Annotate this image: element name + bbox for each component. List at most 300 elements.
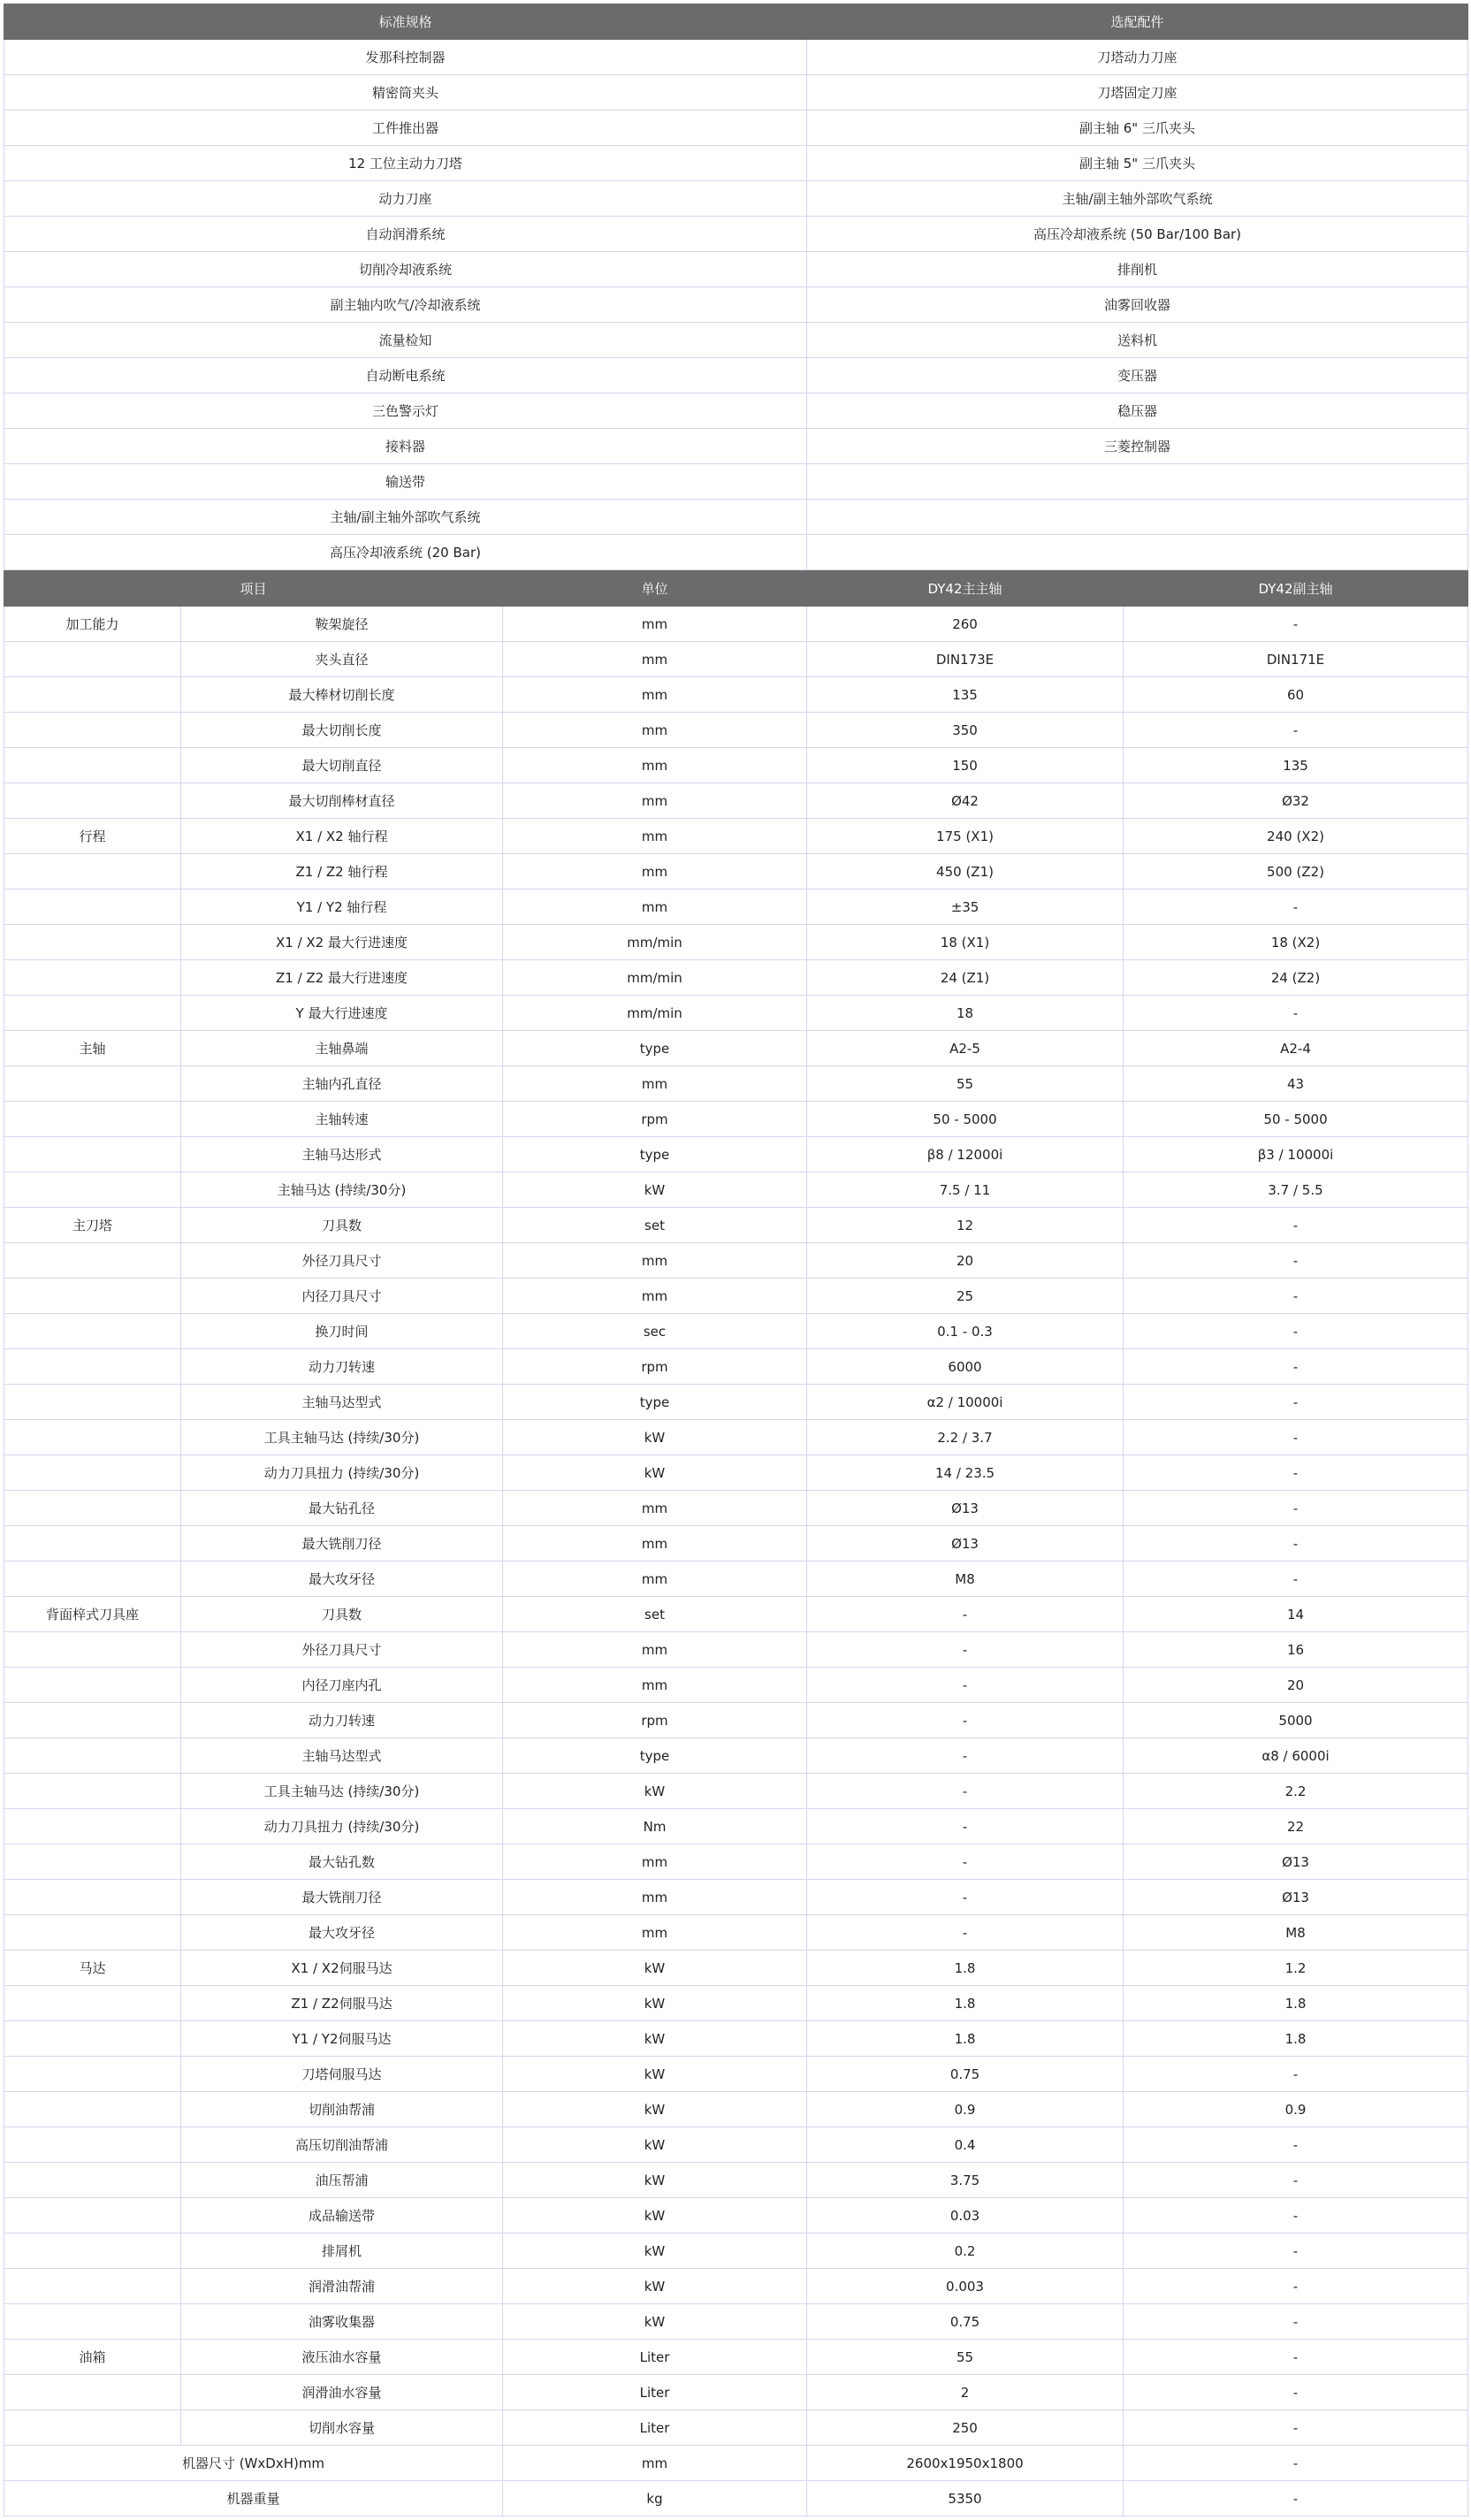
sub-spindle-value: 5000 (1124, 1703, 1468, 1738)
main-spindle-value: 150 (807, 748, 1124, 783)
item-cell: 动力刀具扭力 (持续/30分) (181, 1809, 503, 1844)
main-spindle-value: - (807, 1703, 1124, 1738)
main-spindle-value: 25 (807, 1279, 1124, 1314)
item-cell: 主轴马达形式 (181, 1137, 503, 1172)
main-spindle-value: Ø13 (807, 1491, 1124, 1526)
standard-item: 三色警示灯 (4, 393, 807, 429)
main-spindle-value: 260 (807, 607, 1124, 642)
item-cell: 最大攻牙径 (181, 1915, 503, 1951)
category-cell (4, 1562, 181, 1597)
table-row (4, 1526, 1468, 1562)
category-cell (4, 1809, 181, 1844)
item-cell: 最大切削长度 (181, 713, 503, 748)
table-row (4, 2021, 1468, 2057)
table-row (4, 996, 1468, 1031)
item-cell: Z1 / Z2 轴行程 (181, 854, 503, 890)
category-cell (4, 1738, 181, 1774)
main-spindle-value: 18 (807, 996, 1124, 1031)
category-cell (4, 1880, 181, 1915)
category-cell (4, 1703, 181, 1738)
category-cell (4, 1137, 181, 1172)
unit-cell: mm (503, 1844, 807, 1880)
item-cell: 外径刀具尺寸 (181, 1243, 503, 1279)
main-spindle-value: 175 (X1) (807, 819, 1124, 854)
standard-item: 接料器 (4, 429, 807, 464)
sub-spindle-value: 60 (1124, 677, 1468, 713)
unit-cell: kW (503, 1455, 807, 1491)
main-spindle-value: 0.75 (807, 2057, 1124, 2092)
category-cell: 行程 (4, 819, 181, 854)
category-cell (4, 1455, 181, 1491)
table-row (4, 217, 1468, 252)
sub-spindle-value: Ø13 (1124, 1844, 1468, 1880)
unit-cell: kW (503, 2163, 807, 2198)
item-cell: 工具主轴马达 (持续/30分) (181, 1774, 503, 1809)
optional-accessories-header: 选配配件 (807, 4, 1468, 40)
table-row (4, 1809, 1468, 1844)
item-cell: 主轴马达型式 (181, 1738, 503, 1774)
category-cell (4, 2375, 181, 2410)
table-row (4, 358, 1468, 393)
standard-options-table (4, 4, 1468, 570)
unit-cell: Liter (503, 2375, 807, 2410)
unit-cell: kW (503, 1986, 807, 2021)
table-row (4, 2446, 1468, 2481)
main-spindle-value: - (807, 1915, 1124, 1951)
sub-spindle-value: A2-4 (1124, 1031, 1468, 1066)
optional-item: 主轴/副主轴外部吹气系统 (807, 181, 1468, 217)
sub-spindle-value: 500 (Z2) (1124, 854, 1468, 890)
item-cell: Y1 / Y2 轴行程 (181, 890, 503, 925)
optional-item (807, 535, 1468, 570)
category-cell (4, 677, 181, 713)
sub-spindle-value: 43 (1124, 1066, 1468, 1102)
item-cell: 鞍架旋径 (181, 607, 503, 642)
sub-spindle-value: 14 (1124, 1597, 1468, 1632)
sub-spindle-value: 50 - 5000 (1124, 1102, 1468, 1137)
main-spindle-value: - (807, 1738, 1124, 1774)
item-cell: 刀具数 (181, 1208, 503, 1243)
main-spindle-value: 350 (807, 713, 1124, 748)
table-row (4, 1314, 1468, 1349)
standard-item: 高压冷却液系统 (20 Bar) (4, 535, 807, 570)
item-cell: 内径刀座内孔 (181, 1668, 503, 1703)
category-cell (4, 1915, 181, 1951)
category-cell (4, 854, 181, 890)
unit-cell: mm (503, 677, 807, 713)
sub-spindle-value: 22 (1124, 1809, 1468, 1844)
table-row (4, 642, 1468, 677)
unit-cell: kW (503, 1172, 807, 1208)
unit-cell: kW (503, 2269, 807, 2304)
main-spindle-value: 0.4 (807, 2127, 1124, 2163)
category-cell (4, 2198, 181, 2234)
item-cell: 机器尺寸 (WxDxH)mm (4, 2446, 503, 2481)
main-spindle-value: 450 (Z1) (807, 854, 1124, 890)
table-row (4, 1738, 1468, 1774)
table-row (4, 890, 1468, 925)
unit-cell: kW (503, 1420, 807, 1455)
standard-item: 自动断电系统 (4, 358, 807, 393)
sub-spindle-value: Ø13 (1124, 1880, 1468, 1915)
table-row (4, 1102, 1468, 1137)
sub-spindle-value: - (1124, 2234, 1468, 2269)
spec-document (4, 4, 1467, 2516)
item-cell: 动力刀具扭力 (持续/30分) (181, 1455, 503, 1491)
optional-item: 排削机 (807, 252, 1468, 287)
unit-cell: mm (503, 783, 807, 819)
unit-cell: mm (503, 642, 807, 677)
standard-item: 发那科控制器 (4, 40, 807, 75)
sub-spindle-value: - (1124, 2410, 1468, 2446)
table-row (4, 1137, 1468, 1172)
unit-cell: mm (503, 1243, 807, 1279)
main-spindle-value: - (807, 1632, 1124, 1668)
spec-header-row (4, 571, 1468, 607)
sub-spindle-value: - (1124, 2446, 1468, 2481)
main-spindle-value: 12 (807, 1208, 1124, 1243)
unit-cell: Liter (503, 2410, 807, 2446)
sub-spindle-value: - (1124, 1491, 1468, 1526)
main-spindle-value: 250 (807, 2410, 1124, 2446)
table-row (4, 1455, 1468, 1491)
table-row (4, 607, 1468, 642)
item-cell: 润滑油水容量 (181, 2375, 503, 2410)
category-cell (4, 1243, 181, 1279)
item-cell: 最大钻孔径 (181, 1491, 503, 1526)
item-cell: 动力刀转速 (181, 1703, 503, 1738)
main-spindle-value: 24 (Z1) (807, 960, 1124, 996)
item-cell: 工具主轴马达 (持续/30分) (181, 1420, 503, 1455)
category-cell (4, 2127, 181, 2163)
table-row (4, 429, 1468, 464)
sub-spindle-value: - (1124, 2269, 1468, 2304)
item-cell: 内径刀具尺寸 (181, 1279, 503, 1314)
sub-spindle-value: α8 / 6000i (1124, 1738, 1468, 1774)
unit-cell: kW (503, 2057, 807, 2092)
sub-spindle-value: 135 (1124, 748, 1468, 783)
table-row (4, 1031, 1468, 1066)
sub-spindle-value: β3 / 10000i (1124, 1137, 1468, 1172)
unit-cell: rpm (503, 1102, 807, 1137)
table-row (4, 2198, 1468, 2234)
unit-cell: mm (503, 1526, 807, 1562)
category-cell: 主轴 (4, 1031, 181, 1066)
table-row (4, 1066, 1468, 1102)
category-cell (4, 2304, 181, 2340)
optional-item: 送料机 (807, 323, 1468, 358)
main-spindle-value: - (807, 1774, 1124, 1809)
unit-cell: Nm (503, 1809, 807, 1844)
sub-spindle-value: 1.8 (1124, 1986, 1468, 2021)
main-spindle-value: ±35 (807, 890, 1124, 925)
unit-cell: kW (503, 2127, 807, 2163)
main-spindle-value: 1.8 (807, 2021, 1124, 2057)
sub-spindle-value: - (1124, 2163, 1468, 2198)
standard-item: 动力刀座 (4, 181, 807, 217)
sub-spindle-value: 1.8 (1124, 2021, 1468, 2057)
table-row (4, 783, 1468, 819)
main-spindle-header: DY42主主轴 (807, 571, 1124, 607)
table-row (4, 1668, 1468, 1703)
category-cell: 主刀塔 (4, 1208, 181, 1243)
table-row (4, 1208, 1468, 1243)
standard-item: 自动润滑系统 (4, 217, 807, 252)
optional-item: 油雾回收器 (807, 287, 1468, 323)
standard-spec-header: 标准规格 (4, 4, 807, 40)
unit-cell: kW (503, 2304, 807, 2340)
main-spindle-value: - (807, 1668, 1124, 1703)
table-row (4, 1243, 1468, 1279)
sub-spindle-value: - (1124, 1455, 1468, 1491)
table-row (4, 500, 1468, 535)
item-cell: 油雾收集器 (181, 2304, 503, 2340)
item-cell: 排屑机 (181, 2234, 503, 2269)
main-spindle-value: 50 - 5000 (807, 1102, 1124, 1137)
standard-item: 副主轴内吹气/冷却液系统 (4, 287, 807, 323)
main-spindle-value: β8 / 12000i (807, 1137, 1124, 1172)
standard-item: 12 工位主动力刀塔 (4, 146, 807, 181)
main-spindle-value: 0.2 (807, 2234, 1124, 2269)
table-row (4, 181, 1468, 217)
table-row (4, 2410, 1468, 2446)
item-header: 项目 (4, 571, 503, 607)
category-cell (4, 1314, 181, 1349)
machine-spec-table (4, 570, 1468, 2516)
optional-item: 刀塔动力刀座 (807, 40, 1468, 75)
item-cell: 动力刀转速 (181, 1349, 503, 1385)
standard-options-header-row (4, 4, 1468, 40)
optional-item: 三菱控制器 (807, 429, 1468, 464)
item-cell: 刀塔伺服马达 (181, 2057, 503, 2092)
optional-item: 高压冷却液系统 (50 Bar/100 Bar) (807, 217, 1468, 252)
table-row (4, 1915, 1468, 1951)
item-cell: Z1 / Z2 最大行进速度 (181, 960, 503, 996)
item-cell: 最大切削棒材直径 (181, 783, 503, 819)
item-cell: 高压切削油帮浦 (181, 2127, 503, 2163)
table-row (4, 464, 1468, 500)
item-cell: 主轴内孔直径 (181, 1066, 503, 1102)
optional-item: 变压器 (807, 358, 1468, 393)
unit-cell: mm (503, 1915, 807, 1951)
sub-spindle-value: 240 (X2) (1124, 819, 1468, 854)
table-row (4, 1491, 1468, 1526)
unit-cell: kW (503, 1951, 807, 1986)
sub-spindle-value: - (1124, 2375, 1468, 2410)
sub-spindle-value: - (1124, 1243, 1468, 1279)
category-cell (4, 1774, 181, 1809)
category-cell: 加工能力 (4, 607, 181, 642)
sub-spindle-value: 3.7 / 5.5 (1124, 1172, 1468, 1208)
optional-item: 副主轴 6" 三爪夹头 (807, 111, 1468, 146)
category-cell (4, 642, 181, 677)
category-cell (4, 1668, 181, 1703)
sub-spindle-value: - (1124, 1420, 1468, 1455)
main-spindle-value: M8 (807, 1562, 1124, 1597)
category-cell (4, 1172, 181, 1208)
table-row (4, 40, 1468, 75)
category-cell (4, 1066, 181, 1102)
unit-cell: mm (503, 1066, 807, 1102)
unit-cell: sec (503, 1314, 807, 1349)
main-spindle-value: 14 / 23.5 (807, 1455, 1124, 1491)
optional-item: 副主轴 5" 三爪夹头 (807, 146, 1468, 181)
main-spindle-value: - (807, 1597, 1124, 1632)
unit-cell: mm (503, 607, 807, 642)
table-row (4, 1632, 1468, 1668)
table-row (4, 252, 1468, 287)
sub-spindle-header: DY42副主轴 (1124, 571, 1468, 607)
table-row (4, 1703, 1468, 1738)
sub-spindle-value: Ø32 (1124, 783, 1468, 819)
unit-cell: mm (503, 1491, 807, 1526)
table-row (4, 535, 1468, 570)
item-cell: 换刀时间 (181, 1314, 503, 1349)
item-cell: 最大切削直径 (181, 748, 503, 783)
unit-cell: mm (503, 890, 807, 925)
sub-spindle-value: - (1124, 2127, 1468, 2163)
sub-spindle-value: - (1124, 996, 1468, 1031)
category-cell (4, 2163, 181, 2198)
unit-cell: mm/min (503, 925, 807, 960)
unit-cell: mm (503, 748, 807, 783)
sub-spindle-value: DIN171E (1124, 642, 1468, 677)
category-cell (4, 1526, 181, 1562)
sub-spindle-value: - (1124, 1208, 1468, 1243)
category-cell (4, 783, 181, 819)
table-row (4, 1597, 1468, 1632)
unit-cell: kg (503, 2481, 807, 2516)
category-cell (4, 1632, 181, 1668)
item-cell: 液压油水容量 (181, 2340, 503, 2375)
category-cell (4, 2269, 181, 2304)
category-cell (4, 1102, 181, 1137)
item-cell: 最大铣削刀径 (181, 1526, 503, 1562)
item-cell: 最大攻牙径 (181, 1562, 503, 1597)
main-spindle-value: 5350 (807, 2481, 1124, 2516)
category-cell: 油箱 (4, 2340, 181, 2375)
sub-spindle-value: - (1124, 2057, 1468, 2092)
table-row (4, 2092, 1468, 2127)
sub-spindle-value: M8 (1124, 1915, 1468, 1951)
category-cell (4, 2021, 181, 2057)
unit-cell: mm (503, 819, 807, 854)
main-spindle-value: 0.75 (807, 2304, 1124, 2340)
standard-item: 切削冷却液系统 (4, 252, 807, 287)
table-row (4, 1385, 1468, 1420)
standard-item: 工件推出器 (4, 111, 807, 146)
main-spindle-value: 20 (807, 1243, 1124, 1279)
sub-spindle-value: - (1124, 713, 1468, 748)
unit-cell: type (503, 1031, 807, 1066)
sub-spindle-value: 18 (X2) (1124, 925, 1468, 960)
main-spindle-value: 0.003 (807, 2269, 1124, 2304)
table-row (4, 2127, 1468, 2163)
table-row (4, 111, 1468, 146)
main-spindle-value: 55 (807, 1066, 1124, 1102)
item-cell: Z1 / Z2伺服马达 (181, 1986, 503, 2021)
sub-spindle-value: - (1124, 2304, 1468, 2340)
table-row (4, 2057, 1468, 2092)
sub-spindle-value: 20 (1124, 1668, 1468, 1703)
main-spindle-value: 6000 (807, 1349, 1124, 1385)
category-cell: 背面梓式刀具座 (4, 1597, 181, 1632)
main-spindle-value: - (807, 1844, 1124, 1880)
unit-cell: mm (503, 2446, 807, 2481)
item-cell: 切削水容量 (181, 2410, 503, 2446)
main-spindle-value: - (807, 1809, 1124, 1844)
table-row (4, 287, 1468, 323)
sub-spindle-value: - (1124, 890, 1468, 925)
item-cell: X1 / X2 最大行进速度 (181, 925, 503, 960)
item-cell: 机器重量 (4, 2481, 503, 2516)
sub-spindle-value: - (1124, 1279, 1468, 1314)
table-row (4, 1349, 1468, 1385)
category-cell (4, 2234, 181, 2269)
table-row (4, 146, 1468, 181)
unit-cell: mm/min (503, 996, 807, 1031)
main-spindle-value: 2 (807, 2375, 1124, 2410)
unit-header: 单位 (503, 571, 807, 607)
sub-spindle-value: - (1124, 2340, 1468, 2375)
item-cell: 夹头直径 (181, 642, 503, 677)
table-row (4, 1844, 1468, 1880)
table-row (4, 2340, 1468, 2375)
standard-item: 输送带 (4, 464, 807, 500)
table-row (4, 1774, 1468, 1809)
item-cell: 最大铣削刀径 (181, 1880, 503, 1915)
category-cell (4, 748, 181, 783)
main-spindle-value: 0.1 - 0.3 (807, 1314, 1124, 1349)
category-cell (4, 1279, 181, 1314)
unit-cell: mm (503, 1562, 807, 1597)
main-spindle-value: 0.9 (807, 2092, 1124, 2127)
sub-spindle-value: 24 (Z2) (1124, 960, 1468, 996)
table-row (4, 1951, 1468, 1986)
main-spindle-value: 135 (807, 677, 1124, 713)
sub-spindle-value: - (1124, 1562, 1468, 1597)
item-cell: 主轴鼻端 (181, 1031, 503, 1066)
main-spindle-value: 2600x1950x1800 (807, 2446, 1124, 2481)
category-cell (4, 1420, 181, 1455)
table-row (4, 677, 1468, 713)
unit-cell: Liter (503, 2340, 807, 2375)
item-cell: 主轴转速 (181, 1102, 503, 1137)
item-cell: 主轴马达型式 (181, 1385, 503, 1420)
table-row (4, 1172, 1468, 1208)
standard-item: 流量检知 (4, 323, 807, 358)
unit-cell: mm (503, 1279, 807, 1314)
standard-item: 精密筒夹头 (4, 75, 807, 111)
unit-cell: kW (503, 2198, 807, 2234)
sub-spindle-value: - (1124, 2198, 1468, 2234)
main-spindle-value: 7.5 / 11 (807, 1172, 1124, 1208)
main-spindle-value: 0.03 (807, 2198, 1124, 2234)
main-spindle-value: 3.75 (807, 2163, 1124, 2198)
sub-spindle-value: 1.2 (1124, 1951, 1468, 1986)
optional-item: 稳压器 (807, 393, 1468, 429)
category-cell (4, 925, 181, 960)
unit-cell: rpm (503, 1703, 807, 1738)
main-spindle-value: 2.2 / 3.7 (807, 1420, 1124, 1455)
item-cell: 最大钻孔数 (181, 1844, 503, 1880)
unit-cell: kW (503, 1774, 807, 1809)
optional-item: 刀塔固定刀座 (807, 75, 1468, 111)
table-row (4, 1986, 1468, 2021)
item-cell: 最大棒材切削长度 (181, 677, 503, 713)
main-spindle-value: α2 / 10000i (807, 1385, 1124, 1420)
category-cell (4, 890, 181, 925)
